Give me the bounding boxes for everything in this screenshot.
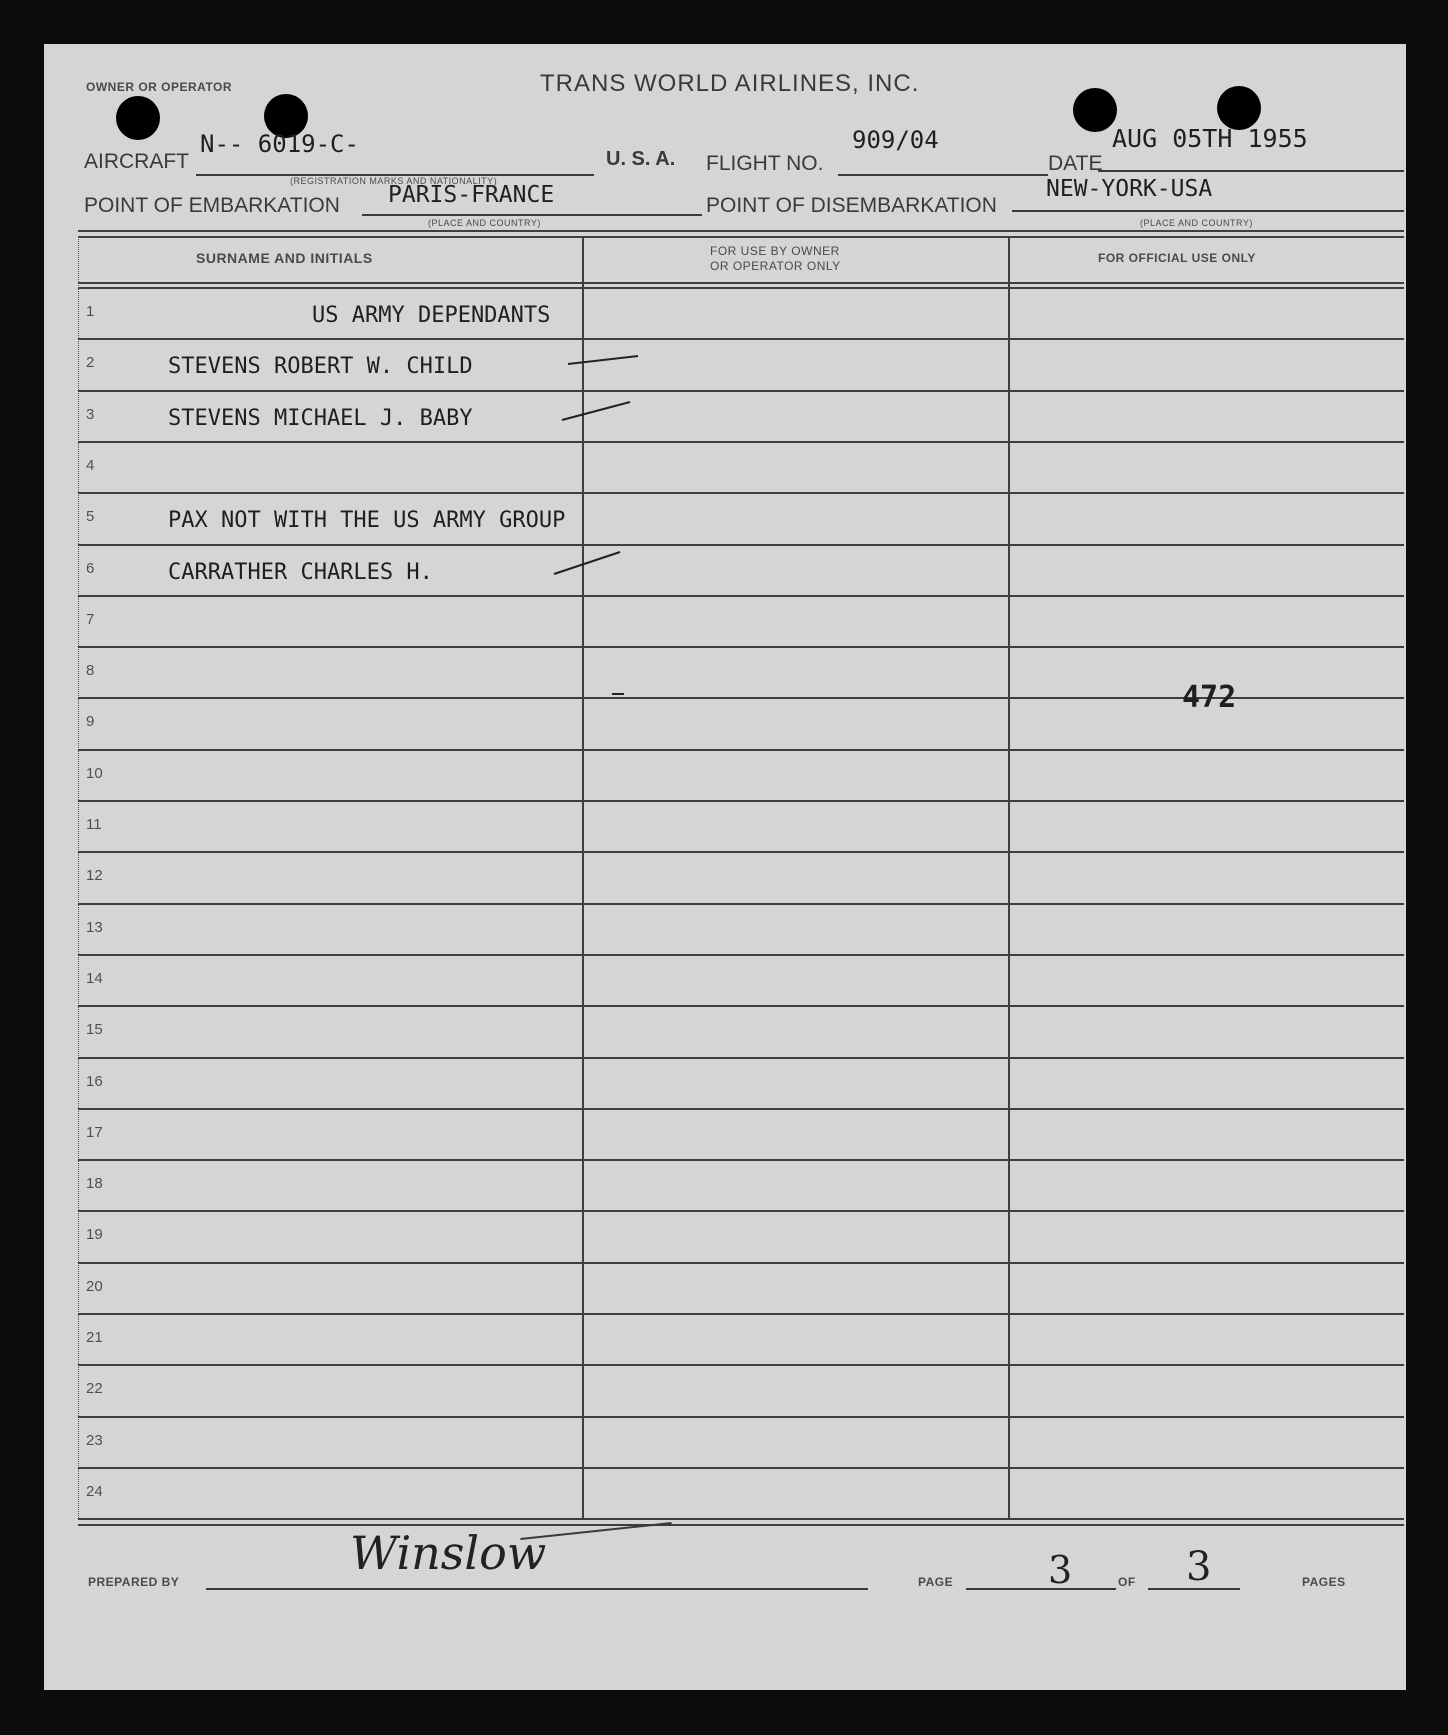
of-label: OF [1118, 1575, 1136, 1589]
row-number: 12 [86, 867, 103, 885]
col-owner-header-line1: FOR USE BY OWNER [710, 244, 840, 258]
country-label: U. S. A. [606, 148, 676, 170]
operator-name: TRANS WORLD AIRLINES, INC. [540, 70, 920, 97]
flight-no-value: 909/04 [852, 126, 939, 154]
row-number: 2 [86, 354, 95, 372]
date-label: DATE [1048, 152, 1103, 175]
col-owner-header-line2: OR OPERATOR ONLY [710, 259, 841, 273]
disembarkation-label: POINT OF DISEMBARKATION [706, 194, 997, 217]
disembarkation-note: (PLACE AND COUNTRY) [1140, 218, 1253, 228]
passenger-name: CARRATHER CHARLES H. [168, 559, 433, 585]
row-number: 18 [86, 1175, 103, 1193]
row-number: 15 [86, 1021, 103, 1039]
aircraft-value: N-- 6019-C- [200, 130, 359, 158]
row-number: 8 [86, 662, 95, 680]
aircraft-label: AIRCRAFT [84, 150, 189, 173]
col-surname-header: SURNAME AND INITIALS [196, 250, 373, 266]
row-number: 20 [86, 1277, 103, 1295]
row-number: 1 [86, 303, 95, 320]
row-number: 17 [86, 1123, 103, 1141]
passenger-name: STEVENS MICHAEL J. BABY [168, 405, 473, 431]
registration-note: (REGISTRATION MARKS AND NATIONALITY) [290, 176, 498, 186]
row-number: 5 [86, 508, 95, 526]
row-number: 24 [86, 1482, 103, 1500]
row-number: 21 [86, 1329, 103, 1346]
row-number: 14 [86, 969, 103, 987]
row-number: 3 [86, 405, 95, 423]
row-number: 11 [86, 816, 102, 833]
row-number: 22 [86, 1380, 103, 1398]
row-number: 10 [86, 764, 103, 782]
embarkation-note: (PLACE AND COUNTRY) [428, 218, 541, 228]
embarkation-label: POINT OF EMBARKATION [84, 194, 340, 217]
row-number: 16 [86, 1072, 103, 1090]
col-official-header: FOR OFFICIAL USE ONLY [1098, 251, 1256, 265]
row-number: 9 [86, 713, 95, 731]
owner-operator-label: OWNER OR OPERATOR [86, 80, 233, 94]
row-number: 13 [86, 918, 103, 936]
row-number: 7 [86, 610, 95, 628]
signature: Winslow [350, 1526, 547, 1580]
row-number: 4 [86, 456, 95, 474]
embarkation-value: PARIS-FRANCE [388, 182, 555, 208]
prepared-by-label: PREPARED BY [88, 1575, 180, 1589]
total-pages-value: 3 [1186, 1544, 1212, 1590]
passenger-name: PAX NOT WITH THE US ARMY GROUP [168, 508, 566, 534]
official-note: 472 [1182, 680, 1237, 715]
row-number: 19 [86, 1226, 103, 1244]
row-number: 23 [86, 1431, 103, 1449]
pages-label: PAGES [1302, 1575, 1346, 1589]
flight-no-label: FLIGHT NO. [706, 152, 824, 175]
page-value: 3 [1048, 1548, 1073, 1592]
page-label: PAGE [918, 1575, 954, 1589]
date-value: AUG 05TH 1955 [1112, 124, 1308, 153]
passenger-name: US ARMY DEPENDANTS [312, 303, 551, 328]
passenger-name: STEVENS ROBERT W. CHILD [168, 354, 473, 380]
disembarkation-value: NEW-YORK-USA [1046, 176, 1213, 202]
row-number: 6 [86, 559, 95, 577]
